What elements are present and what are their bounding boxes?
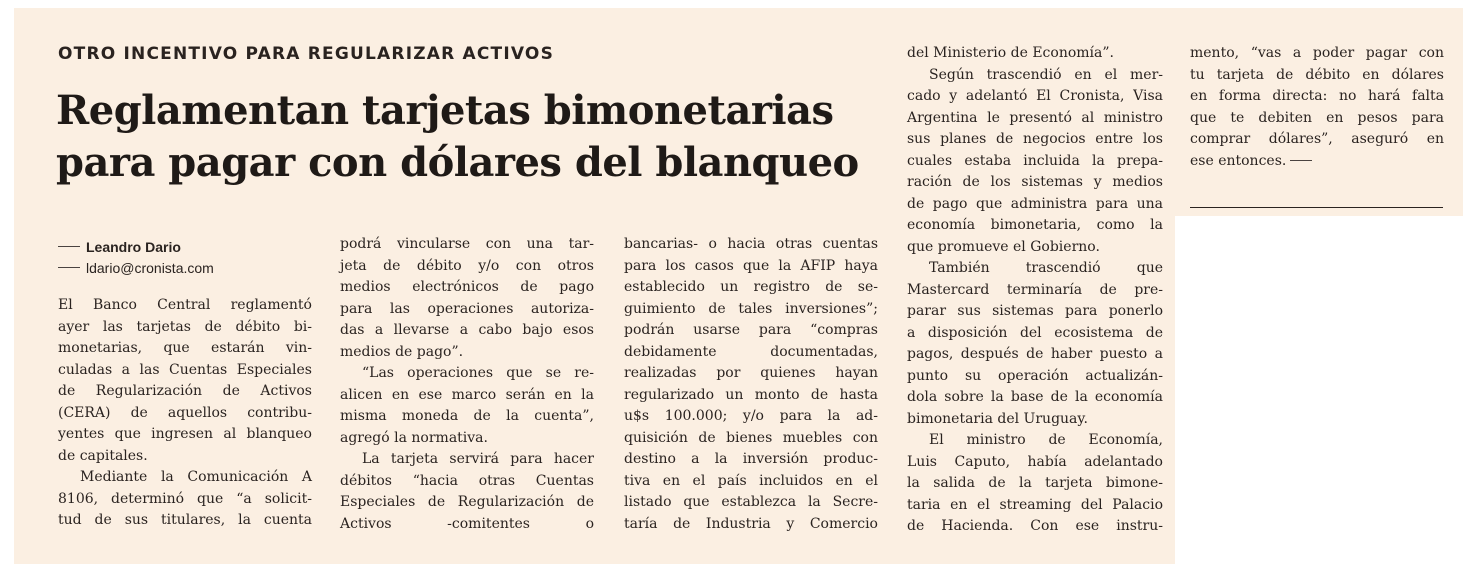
text-line: Activos -comitentes o (340, 515, 594, 532)
text-line: podrán usarse para “compras (624, 322, 878, 338)
text-line: del Ministerio de Economía”. (907, 45, 1114, 61)
text-line: tud de sus titulares, la cuenta (58, 512, 312, 528)
text-line: debidamente documentadas, (624, 343, 878, 360)
byline-dash (58, 246, 80, 247)
author-name: Leandro Dario (86, 238, 181, 255)
text-line: tu tarjeta de débito en dólares (1190, 66, 1444, 83)
text-line: que promueve el Gobierno. (907, 238, 1100, 255)
text-line: cado y adelantó El Cronista, Visa (907, 88, 1163, 104)
text-line: agregó la normativa. (340, 429, 488, 446)
text-line: de pago que administra para una (907, 195, 1163, 212)
text-line: comprar dólares”, aseguró en (1190, 131, 1444, 147)
end-of-article-mark (1290, 160, 1312, 161)
article-headline (56, 85, 859, 189)
text-line: en forma directa: no hará falta (1190, 88, 1444, 104)
text-line: realizadas por quienes hayan (624, 365, 878, 381)
text-line: la salida de la tarjeta bimone- (907, 475, 1163, 491)
headline-line: para pagar con dólares del blanqueo (56, 139, 859, 186)
author-email[interactable]: ldario@cronista.com (86, 259, 214, 276)
text-line: Luis Caputo, había adelantado (907, 453, 1163, 470)
byline-dash (58, 267, 80, 268)
text-line: economía bimonetaria, como la (907, 217, 1163, 233)
article-column-5 (1190, 43, 1444, 172)
text-line: listado que establezca la Secre- (624, 494, 878, 510)
byline (58, 236, 214, 278)
text-line: sus planes de negocios entre los (907, 131, 1163, 147)
text-line: El ministro de Economía, (929, 432, 1163, 448)
text-line: jeta de débito y/o con otros (340, 257, 594, 274)
text-line: “Las operaciones que se re- (362, 365, 594, 381)
byline-author-row (58, 236, 214, 257)
text-line: Argentina le presentó al ministro (907, 109, 1163, 126)
text-line: das a llevarse a cabo bajo esos (340, 322, 594, 338)
text-line: Especiales de Regularización de (340, 494, 594, 510)
text-line: (CERA) de aquellos contribu- (58, 404, 312, 421)
text-line: de Hacienda. Con ese instru- (907, 518, 1163, 534)
text-line: bimonetaria del Uruguay. (907, 410, 1088, 427)
text-line: guimiento de tales inversiones”; (624, 300, 878, 317)
text-line: establecido un registro de se- (624, 279, 878, 295)
text-line: dola sobre la base de la economía (907, 389, 1163, 405)
article-column-4 (907, 43, 1163, 538)
text-line: Mastercard terminaría de pre- (907, 281, 1163, 298)
text-line: taria en el streaming del Palacio (907, 496, 1163, 513)
text-line: bancarias- o hacia otras cuentas (624, 236, 878, 252)
text-line: 8106, determinó que “a solicit- (58, 490, 312, 507)
text-line: alicen en ese marco serán en la (340, 386, 594, 403)
text-line: medios de pago”. (340, 343, 464, 360)
article-column-2 (340, 234, 594, 535)
byline-email-row (58, 257, 214, 278)
text-line: quisición de bienes muebles con (624, 429, 878, 446)
text-line: El Banco Central reglamentó (58, 297, 312, 313)
text-line: de Regularización de Activos (58, 383, 312, 399)
text-line: a disposición del ecosistema de (907, 324, 1163, 341)
text-line: medios electrónicos de pago (340, 279, 594, 295)
text-line: Mediante la Comunicación A (80, 469, 312, 485)
text-line: que te debiten en pesos para (1190, 109, 1444, 126)
text-line: para los casos que la AFIP haya (624, 257, 878, 274)
text-line: de capitales. (58, 447, 148, 464)
text-line: cuales estaba incluida la prepa- (907, 152, 1163, 169)
text-line: regularizado un monto de hasta (624, 386, 878, 403)
text-line: pagos, después de haber puesto a (907, 346, 1163, 362)
text-line: Según trascendió en el mer- (929, 66, 1163, 83)
text-line: ración de los sistemas y medios (907, 174, 1163, 190)
text-line: punto su operación actualizán- (907, 367, 1163, 384)
text-line: tiva en el país incluidos en el (624, 472, 878, 489)
text-line: taría de Industria y Comercio (624, 515, 878, 532)
text-line: ayer las tarjetas de débito bi- (58, 318, 312, 335)
column-end-rule (1190, 207, 1443, 208)
text-line: monetarias, que estarán vin- (58, 340, 312, 356)
article-kicker: OTRO INCENTIVO PARA REGULARIZAR ACTIVOS (58, 44, 555, 64)
article-column-1 (58, 295, 312, 532)
text-line: mento, “vas a poder pagar con (1190, 45, 1444, 61)
text-line: La tarjeta servirá para hacer (362, 451, 594, 467)
article-column-3 (624, 234, 878, 535)
text-line: También trascendió que (929, 260, 1163, 276)
text-line: podrá vincularse con una tar- (340, 236, 594, 252)
text-line: culadas a las Cuentas Especiales (58, 361, 312, 378)
text-line: u$s 100.000; y/o para la ad- (624, 408, 878, 424)
text-line: parar sus sistemas para ponerlo (907, 303, 1163, 319)
text-line: débitos “hacia otras Cuentas (340, 472, 594, 489)
text-line: para las operaciones autoriza- (340, 300, 594, 317)
text-line: destino a la inversión produc- (624, 451, 878, 467)
text-line: yentes que ingresen al blanqueo (58, 426, 312, 442)
text-line: ese entonces. (1190, 151, 1444, 173)
headline-line: Reglamentan tarjetas bimonetarias (56, 87, 834, 134)
text-line: misma moneda de la cuenta”, (340, 408, 594, 424)
